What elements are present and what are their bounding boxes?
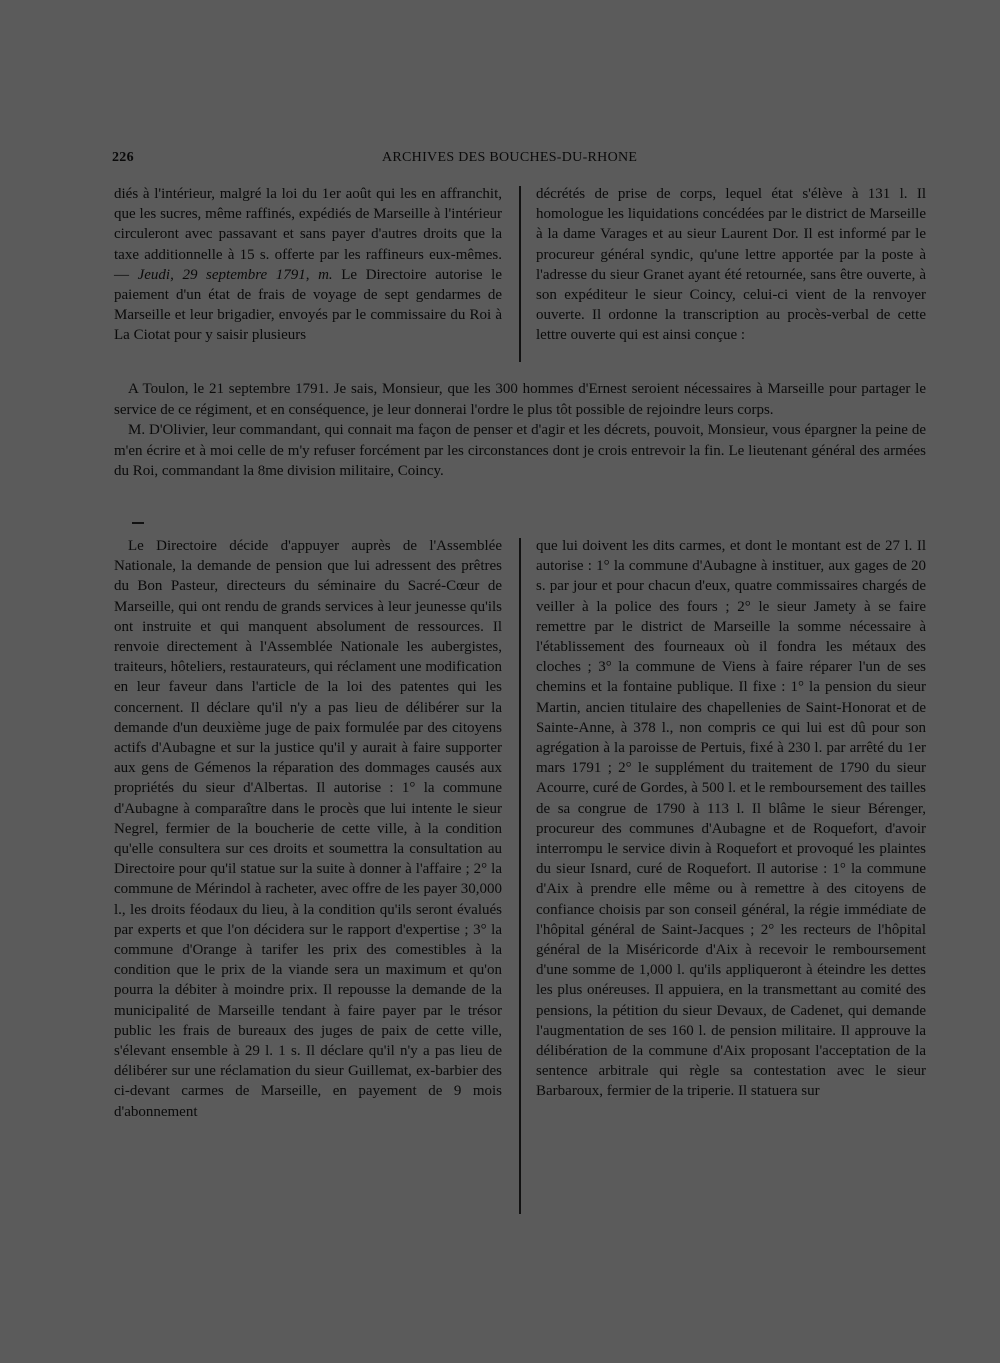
bottom-right-column — [536, 536, 926, 1102]
column-divider-top — [519, 186, 521, 362]
quoted-letter-paragraph-2: M. D'Olivier, leur commandant, qui connait ma façon de penser et d'agir et les décrets, pouvoit, Monsieur, vous épargner la peine de m'en écrire et à moi celle de m'y refuser forcément par les circonstances dont je crois entrevoir la fin. Le lieutenant général des armées du Roi, commandant la 8me division militaire, Coincy. — [114, 422, 926, 479]
column-divider-bottom — [519, 538, 521, 1214]
top-right-column — [536, 184, 926, 346]
top-left-text-before: diés à l'intérieur, malgré la loi du 1er août qui les en affranchit, que les sucres, même raffinés, expédiés de Marseille à l'intérieur circuleront avec passavant et sans payer d'autres droits que la taxe additionnelle à 15 s. offerte par les raffineurs eux-mêmes. — — [114, 186, 502, 283]
page-number: 226 — [112, 150, 134, 165]
separator-dash — [132, 522, 144, 524]
quoted-letter-paragraph-1: A Toulon, le 21 septembre 1791. Je sais, Monsieur, que les 300 hommes d'Ernest seroient nécessaires à Marseille pour partager le service de ce régiment, et en conséquence, je leur donnerai l'ordre le plus tôt possible de rejoindre leurs corps. — [114, 381, 926, 418]
page-header — [112, 150, 925, 172]
top-left-column — [114, 184, 502, 346]
top-left-paragraph — [114, 184, 502, 346]
quoted-letter — [114, 379, 926, 482]
top-left-text-after: Le Directoire autorise le paiement d'un état de frais de voyage de sept gendarmes de Marseille et leur brigadier, envoyés par le commissaire du Roi à La Ciotat pour y saisir plusieurs — [114, 266, 502, 344]
session-date: Jeudi, 29 septembre 1791, m. — [137, 266, 333, 283]
bottom-left-column — [114, 536, 502, 1122]
running-title: ARCHIVES DES BOUCHES-DU-RHONE — [382, 150, 638, 165]
bottom-left-paragraph: Le Directoire décide d'appuyer auprès de l'Assemblée Nationale, la demande de pension que lui adressent des prêtres du Bon Pasteur, directeurs du séminaire du Sacré-Cœur de Marseille, qui ont rendu de grands services à leur jeunesse qu'ils ont instruite et qui manquent absolument de ressources. Il renvoie directement à l'Assemblée Nationale les aubergistes, traiteurs, hôteliers, restaurateurs, qui réclament une modification en leur faveur dans l'article de la loi des patentes qui les concernent. Il déclare qu'il n'y a pas lieu de délibérer sur la demande d'un deuxième juge de paix formulée par des citoyens actifs d'Aubagne et sur la justice qu'il y aurait à faire supporter aux gens de Gémenos la réparation des dommages causés aux propriétés du sieur d'Albertas. Il autorise : 1° la commune d'Aubagne à comparaître dans le procès que lui intente le sieur Negrel, fermier de la boucherie de cette ville, à la condition qu'elle consultera sur ces droits et soumettra la consultation au Directoire pour qu'il statue sur la suite à donner à l'affaire ; 2° la commune de Mérindol à racheter, avec offre de les payer 30,000 l., les droits féodaux du lieu, à la condition qu'ils seront évalués par experts et que l'on décidera sur le rapport d'expertise ; 3° la commune d'Orange à tarifer les prix des comestibles à la condition que le prix de la viande sera un maximum et qu'on pourra la débiter à moindre prix. Il repousse la demande de la municipalité de Marseille tendant à faire payer par le trésor public les frais de bureaux des juges de paix de cette ville, s'élevant ensemble à 29 l. 1 s. Il déclare qu'il n'y a pas lieu de délibérer sur une réclamation du sieur Guillemat, ex-barbier des ci-devant carmes de Marseille, en payement de 9 mois d'abonnement — [114, 538, 502, 1120]
top-right-paragraph: décrétés de prise de corps, lequel état s'élève à 131 l. Il homologue les liquidations concédées par le district de Marseille à la dame Varages et au sieur Laurent Dor. Il est informé par le procureur général syndic, qu'une lettre apportée par la poste à l'adresse du sieur Granet ayant été retournée, sans être ouverte, à son expéditeur le sieur Coincy, celui-ci vient de la renvoyer ouverte. Il ordonne la transcription au procès-verbal de cette lettre ouverte qui est ainsi conçue : — [536, 186, 926, 344]
bottom-right-paragraph: que lui doivent les dits carmes, et dont le montant est de 27 l. Il autorise : 1° la commune d'Aubagne à instituer, aux gages de 20 s. par jour et pour chacun d'eux, quatre commissaires chargés de veiller à la police des fours ; 2° le sieur Jamety à se faire remettre par le district de Marseille la somme nécessaire à l'établissement des fourneaux où il fondra les métaux des cloches ; 3° la commune de Viens à faire réparer l'un de ses chemins et la fontaine publique. Il fixe : 1° la pension du sieur Martin, ancien titulaire des chapellenies de Saint-Honorat et de Sainte-Anne, à 378 l., non compris ce qui lui est dû pour son agrégation à la paroisse de Pertuis, fixé à 230 l. par arrêté du 1er mars 1791 ; 2° le supplément du traitement de 1790 du sieur Acourre, curé de Gordes, à 500 l. et le remboursement des tailles de sa congrue de 1790 à 113 l. Il blâme le sieur Bérenger, procureur des communes d'Aubagne et de Roquefort, d'avoir interrompu le service divin à Roquefort et provoqué les plaintes du sieur Isnard, curé de Roquefort. Il autorise : 1° la commune d'Aix à prendre elle même ou à remettre à des citoyens de confiance choisis par son conseil général, la régie immédiate de l'hôpital général de Saint-Jacques ; 2° les recteurs de l'hôpital général de la Miséricorde d'Aix à recevoir le remboursement d'une somme de 1,000 l. qu'ils appliqueront à éteindre les dettes les plus onéreuses. Il appuiera, en la transmettant au comité des pensions, la pétition du sieur Devaux, de Cadenet, qui demande l'augmentation de ses 160 l. de pension militaire. Il approuve la délibération de la commune d'Aix proposant l'acceptation de la sentence arbitrale qui règle sa contestation avec le sieur Barbaroux, fermier de la triperie. Il statuera sur — [536, 538, 926, 1100]
